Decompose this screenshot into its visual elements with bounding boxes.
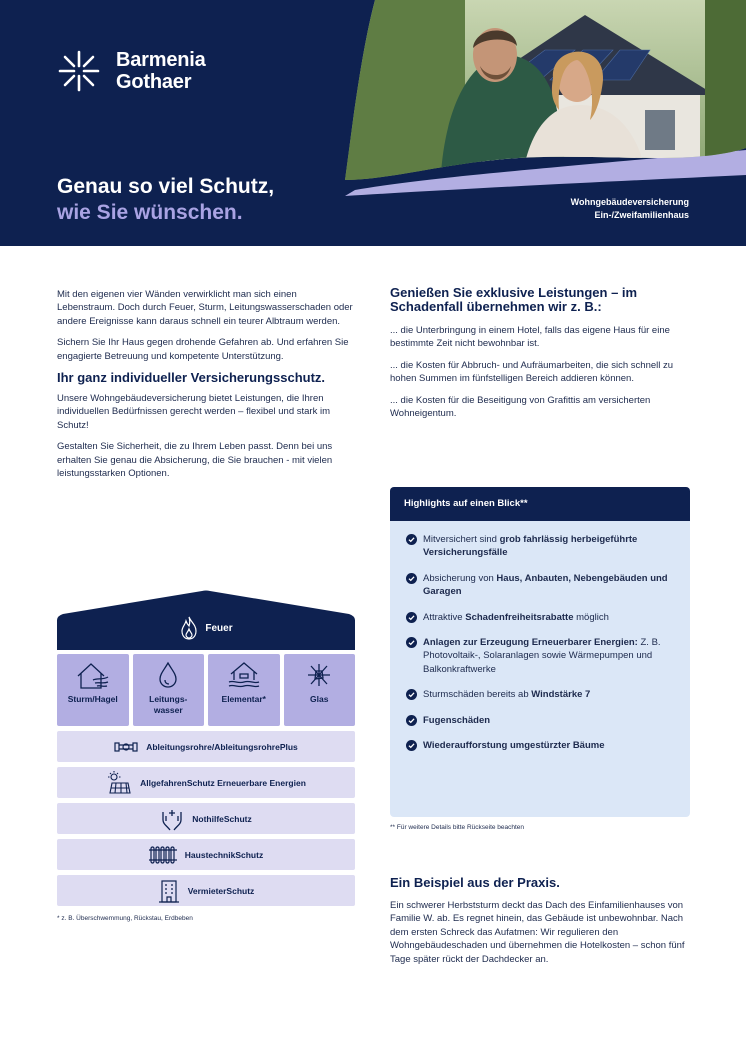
tile-leitungswasser <box>133 654 205 726</box>
highlight-text <box>423 688 590 701</box>
logo-line-2: Gothaer <box>116 71 192 93</box>
highlight-text-bold: grob fahrlässig herbeigeführte Versicherungsfälle <box>423 534 638 559</box>
highlights-list <box>390 521 690 752</box>
highlight-text-bold: Schadenfreiheitsrabatte <box>465 611 574 623</box>
title-line-2: wie Sie wünschen. <box>57 201 243 224</box>
storm-house-icon <box>75 660 111 690</box>
highlight-item <box>406 611 676 624</box>
highlight-text <box>423 533 676 560</box>
roof-label-text: Feuer <box>205 622 233 634</box>
highlight-text-bold: Fugenschäden <box>423 714 491 726</box>
check-circle-icon <box>406 715 417 726</box>
intro-paragraph-4: Gestalten Sie Sicherheit, die zu Ihrem Leben passt. Denn bei uns erhalten Sie genau die Absicherung, die Sie brauchen - mit vielen leistungsstarken Optionen. <box>57 441 333 480</box>
benefit-item: ... die Kosten für die Beseitigung von Grafittis am versicherten Wohneigentum. <box>390 394 651 420</box>
radiator-icon <box>149 845 177 865</box>
product-line-1: Wohngebäudeversicherung <box>570 197 689 207</box>
product-tag <box>571 196 689 222</box>
helping-hands-icon <box>160 806 184 832</box>
roof-label <box>57 616 355 640</box>
tile-label: Leitungs- wasser <box>149 694 188 715</box>
highlight-item <box>406 636 676 676</box>
highlight-item <box>406 572 676 599</box>
tile-label: Elementar* <box>221 694 266 704</box>
check-circle-icon <box>406 534 417 545</box>
highlight-text-pre: Sturmschäden bereits ab <box>423 689 532 701</box>
tile-elementar <box>208 654 280 726</box>
water-drop-icon <box>150 660 186 690</box>
highlight-text-post: möglich <box>573 611 609 623</box>
tile-label: Glas <box>310 694 329 704</box>
pipe-icon <box>114 740 138 754</box>
intro-column <box>57 288 357 488</box>
intro-paragraph-2: Sichern Sie Ihr Haus gegen drohende Gefahren ab. Und erfahren Sie engagierte Betreuung und kompetente Unterstützung. <box>57 337 349 362</box>
flame-icon <box>179 616 199 640</box>
bar-label: NothilfeSchutz <box>192 813 252 824</box>
highlight-item <box>406 688 676 701</box>
highlight-text-bold: Haus, Anbauten, Nebengebäuden und Garagen <box>423 572 668 598</box>
apartment-building-icon <box>158 879 180 903</box>
bar-label: HaustechnikSchutz <box>184 849 264 860</box>
benefit-item: ... die Kosten für Abbruch- und Aufräumarbeiten, die sich schnell zu hohen Summen im fünfstelligen Bereich addieren können. <box>390 359 674 385</box>
coverage-heading: Ihr ganz individueller Versicherungsschutz. <box>57 370 326 386</box>
bar-vermieter <box>57 875 355 906</box>
example-heading: Ein Beispiel aus der Praxis. <box>390 875 560 890</box>
example-section <box>390 875 690 974</box>
brand-logo <box>56 48 206 94</box>
coverage-house-graphic <box>57 590 355 906</box>
highlight-text-bold: Windstärke 7 <box>531 689 591 701</box>
highlight-text <box>423 739 605 752</box>
check-circle-icon <box>406 573 417 584</box>
highlight-text <box>423 572 676 599</box>
intro-paragraph-3: Unsere Wohngebäudeversicherung bietet Leistungen, die Ihren individuellen Bedürfnissen gerecht werden – flexibel und stark im Schutz! <box>57 393 331 431</box>
product-line-2: Ein-/Zweifamilienhaus <box>594 210 689 220</box>
bar-haustechnik <box>57 839 355 870</box>
bar-label: VermieterSchutz <box>187 885 255 896</box>
solar-panel-icon <box>106 771 132 795</box>
check-circle-icon <box>406 689 417 700</box>
tile-label: Sturm/Hagel <box>67 694 118 704</box>
highlight-item <box>406 739 676 752</box>
highlight-text <box>423 611 609 624</box>
highlight-item <box>406 533 676 560</box>
benefit-item: ... die Unterbringung in einem Hotel, falls das eigene Haus für eine bestimmte Zeit nicht bewohnbar ist. <box>390 325 670 350</box>
bar-nothilfe <box>57 803 355 834</box>
highlight-item <box>406 714 676 727</box>
title-line-1: Genau so viel Schutz, <box>57 175 275 198</box>
highlight-text-pre: Attraktive <box>423 611 466 623</box>
highlight-text-bold: Wiederaufforstung umgestürzter Bäume <box>423 740 605 752</box>
logo-line-1: Barmenia <box>116 49 206 71</box>
roof-feuer <box>57 590 355 650</box>
house-footnote: * z. B. Überschwemmung, Rückstau, Erdbeben <box>57 915 193 922</box>
intro-paragraph-1: Mit den eigenen vier Wänden verwirklicht man sich einen Lebenstraum. Doch durch Feuer, Sturm, Leitungswasserschaden oder andere Ereignisse kann daraus schnell ein teurer Albtraum werden. <box>57 289 353 327</box>
bar-label: AllgefahrenSchutz Erneuerbare Energien <box>140 777 306 788</box>
highlights-title: Highlights auf einen Blick** <box>390 487 690 521</box>
bar-ableitungsrohre <box>57 731 355 762</box>
tile-sturm-hagel <box>57 654 129 726</box>
highlights-box <box>390 487 690 817</box>
header-banner <box>0 0 746 246</box>
highlight-text-pre: Absicherung von <box>423 572 497 584</box>
bar-allgefahren <box>57 767 355 798</box>
highlight-text-post: Z. B. Photovoltaik-, Solaranlagen sowie Wärmepumpen und Balkonkraftwerke <box>423 637 661 675</box>
benefits-column <box>390 286 690 428</box>
broken-glass-icon <box>301 660 337 690</box>
highlight-text <box>423 636 676 676</box>
highlight-text-pre: Mitversichert sind <box>423 534 500 545</box>
example-text: Ein schwerer Herbststurm deckt das Dach des Einfamilienhauses von Familie W. ab. Es regnet hinein, das Gebäude ist unbewohnbar. Nach dem ersten Schreck das Aufatmen: Wir regulieren den Wohngebäudeschaden und übernehmen die Hotelkosten – schon fünf Tage später rückt der Dachdecker an. <box>390 900 685 965</box>
tile-glas <box>284 654 356 726</box>
bar-label: Ableitungsrohre/AbleitungsrohrePlus <box>146 741 298 752</box>
benefits-heading: Genießen Sie exklusive Leistungen – im Schadenfall übernehmen wir z. B.: <box>390 285 638 314</box>
flood-house-icon <box>226 660 262 690</box>
highlight-text-bold: Anlagen zur Erzeugung Erneuerbarer Energien: <box>423 637 638 649</box>
check-circle-icon <box>406 740 417 751</box>
peril-tiles <box>57 654 355 726</box>
logo-burst-icon <box>56 48 102 94</box>
check-circle-icon <box>406 637 417 648</box>
highlight-text <box>423 714 490 727</box>
highlights-note: ** Für weitere Details bitte Rückseite beachten <box>390 824 525 831</box>
page-title <box>57 174 274 226</box>
check-circle-icon <box>406 612 417 623</box>
